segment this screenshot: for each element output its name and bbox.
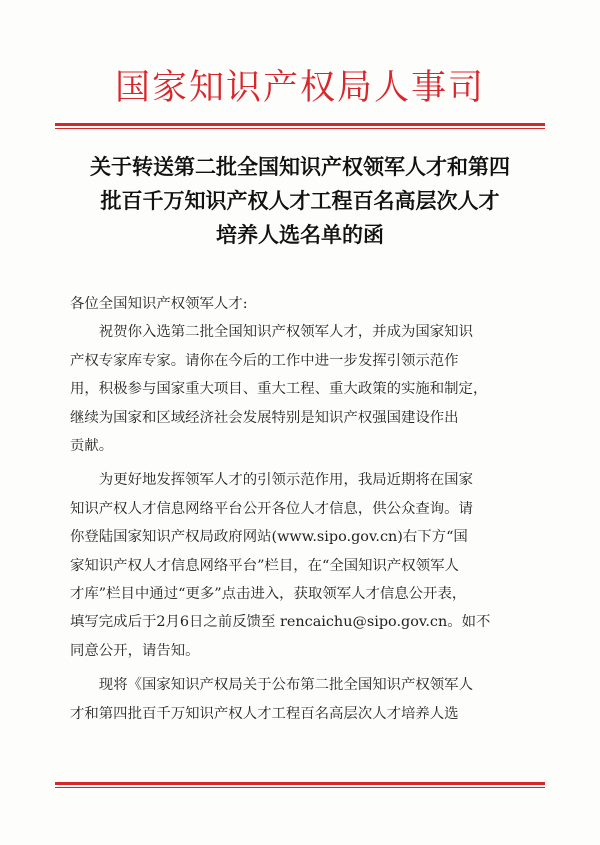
paragraph-line: 继续为国家和区域经济社会发展特别是知识产权强国建设作出 (70, 409, 459, 426)
paragraph-line: 现将《国家知识产权局关于公布第二批全国知识产权领军人 (98, 677, 473, 694)
body-paragraph (70, 466, 532, 665)
paragraph-line: 你登陆国家知识产权局政府网站(www.sipo.gov.cn)右下方“国 (70, 529, 468, 546)
letterhead-org-name: 国家知识产权局人事司 (114, 68, 485, 108)
document-title (55, 150, 545, 252)
paragraph-line: 家知识产权人才信息网络平台”栏目，在“全国知识产权领军人 (70, 557, 459, 574)
footer-rule-thin (55, 787, 545, 788)
paragraph-line: 产权专家库专家。请你在今后的工作中进一步发挥引领示范作 (70, 352, 459, 369)
paragraph-line: 才和第四批百千万知识产权人才工程百名高层次人才培养人选 (70, 705, 459, 722)
paragraph-line: 贡献。 (70, 438, 114, 455)
paragraph-line: 为更好地发挥领军人才的引领示范作用，我局近期将在国家 (98, 472, 473, 489)
title-line: 培养人选名单的函 (216, 222, 384, 247)
paragraph-line: 同意公开，请告知。 (70, 642, 200, 659)
title-line: 批百千万知识产权人才工程百名高层次人才 (100, 188, 500, 213)
paragraph-line: 填写完成后于2月6日之前反馈至 rencaichu@sipo.gov.cn。如不 (70, 614, 491, 631)
paragraph-line: 知识产权人才信息网络平台公开各位人才信息，供公众查询。请 (70, 500, 473, 517)
footer-rule-thick (55, 782, 545, 785)
body-paragraph (70, 671, 532, 728)
body-paragraph (70, 318, 532, 460)
salutation: 各位全国知识产权领军人才: (70, 296, 248, 312)
paragraph-line: 祝贺你入选第二批全国知识产权领军人才，并成为国家知识 (98, 324, 473, 341)
document-body (70, 290, 532, 728)
paragraph-line: 才库”栏目中通过“更多”点击进入，获取领军人才信息公开表， (70, 586, 467, 603)
header-rule-thick (55, 123, 545, 126)
paragraph-line: 用，积极参与国家重大项目、重大工程、重大政策的实施和制定， (70, 381, 488, 398)
title-line: 关于转送第二批全国知识产权领军人才和第四 (90, 154, 510, 179)
header-rule-thin (55, 128, 545, 129)
